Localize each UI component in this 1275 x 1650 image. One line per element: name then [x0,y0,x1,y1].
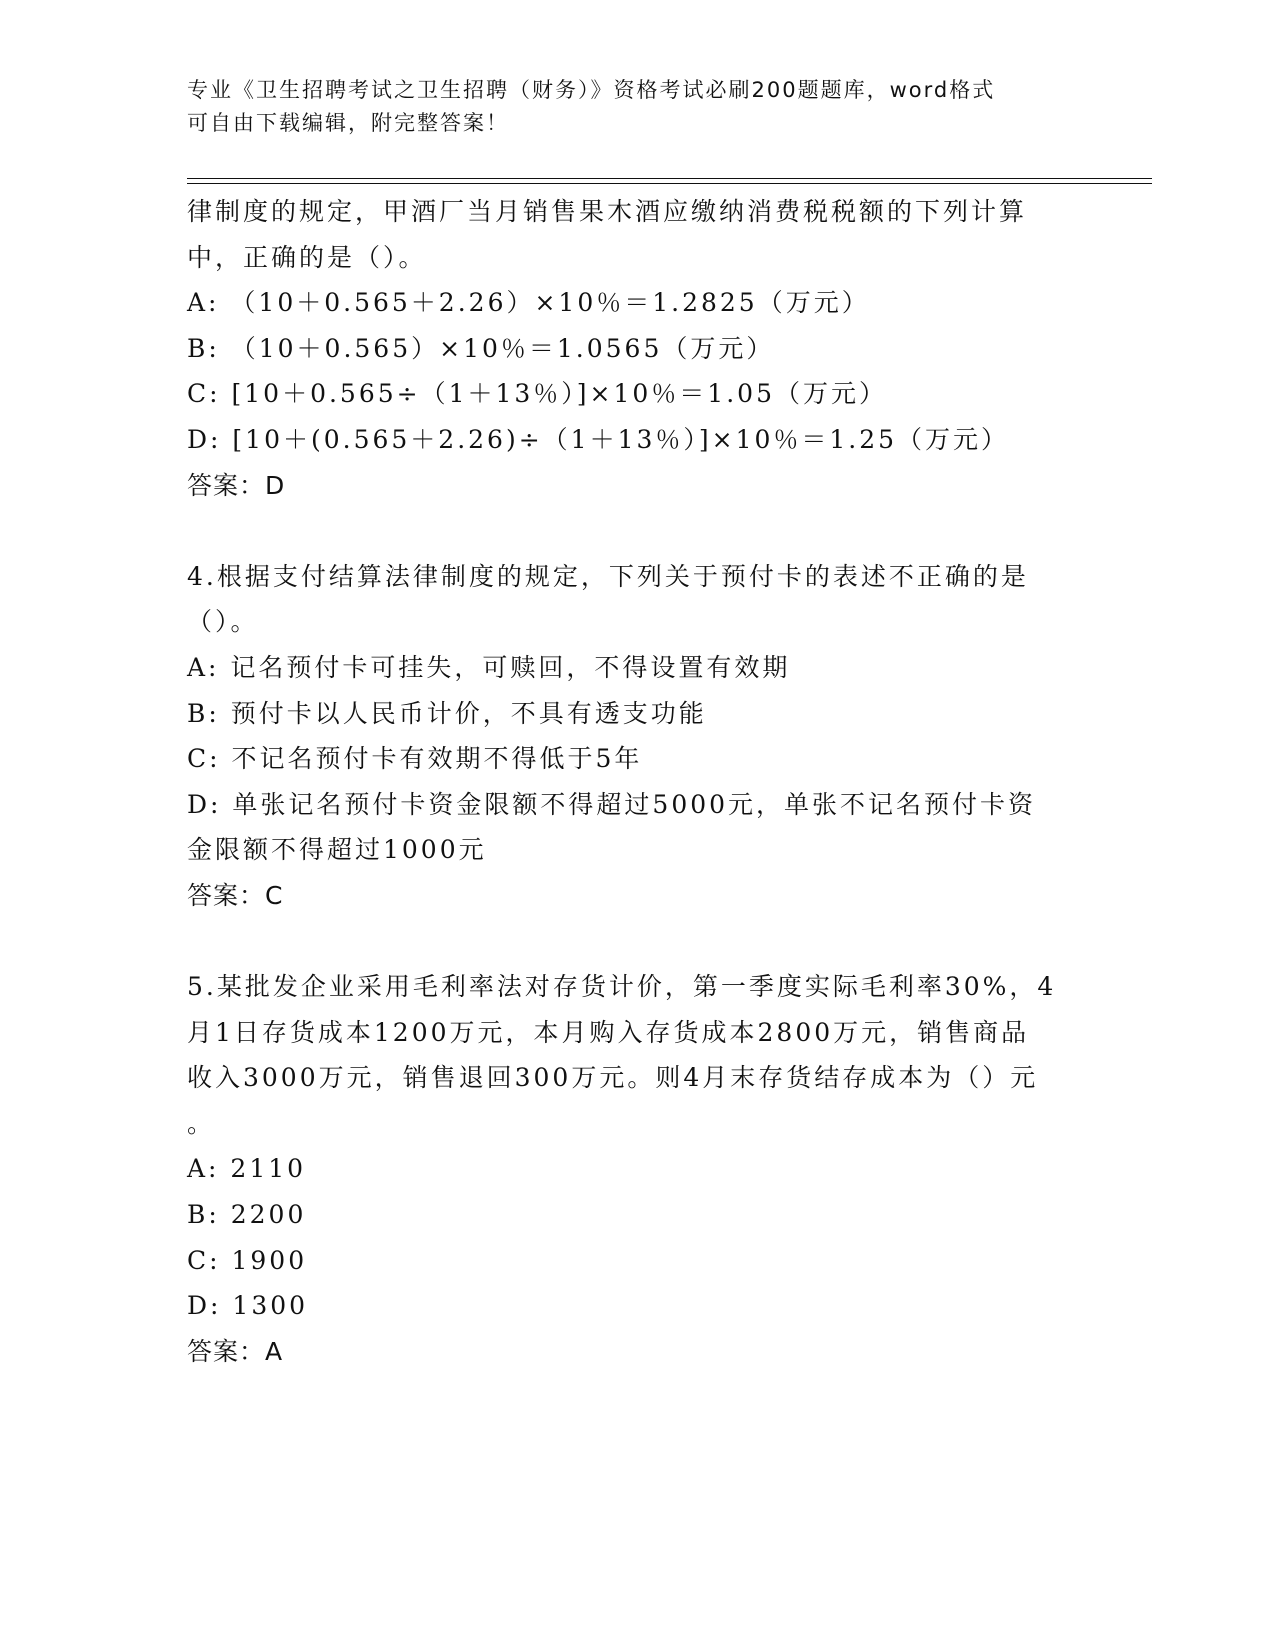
option-d: D: [10＋(0.565＋2.26)÷（1＋13％）]×10％＝1.25（万元） [187,424,1010,454]
question-stem: 。 [187,1108,216,1138]
header-line-2: 可自由下载编辑，附完整答案！ [187,111,509,135]
option-b: B: 2200 [187,1200,307,1230]
question-stem: 中，正确的是（）。 [187,242,427,272]
option-a: A: 记名预付卡可挂失，可赎回，不得设置有效期 [187,652,791,682]
answer: 答案：A [187,1336,284,1366]
option-b: B: 预付卡以人民币计价，不具有透支功能 [187,698,707,728]
question-5 [187,964,1087,1374]
question-stem: （）。 [187,607,259,637]
header-divider-top [187,178,1152,179]
spacer [187,919,1087,965]
answer: 答案：C [187,880,284,910]
question-4 [187,554,1087,919]
option-d: D: 1300 [187,1291,309,1321]
option-d-continued: 金限额不得超过1000元 [187,835,487,865]
option-c: C: 不记名预付卡有效期不得低于5年 [187,744,643,774]
option-c: C: [10＋0.565÷（1＋13％）]×10％＝1.05（万元） [187,379,887,409]
option-a: A: 2110 [187,1154,307,1184]
document-body [187,189,1087,1374]
question-stem: 4.根据支付结算法律制度的规定，下列关于预付卡的表述不正确的是 [187,561,1029,591]
spacer [187,508,1087,554]
option-d: D: 单张记名预付卡资金限额不得超过5000元，单张不记名预付卡资 [187,789,1037,819]
question-stem: 收入3000万元，销售退回300万元。则4月末存货结存成本为（）元 [187,1063,1039,1093]
question-3 [187,189,1087,508]
question-stem: 律制度的规定，甲酒厂当月销售果木酒应缴纳消费税税额的下列计算 [187,197,1028,226]
document-header [187,74,1087,140]
question-stem: 5.某批发企业采用毛利率法对存货计价，第一季度实际毛利率30%，4 [187,972,1057,1002]
question-stem: 月1日存货成本1200万元，本月购入存货成本2800万元，销售商品 [187,1017,1030,1047]
option-c: C: 1900 [187,1245,308,1275]
option-b: B: （10＋0.565）×10％＝1.0565（万元） [187,333,775,363]
header-line-1: 专业《卫生招聘考试之卫生招聘（财务）》资格考试必刷200题题库，word格式 [187,78,996,102]
option-a: A: （10＋0.565＋2.26）×10％＝1.2825（万元） [187,288,870,318]
header-divider-bottom [187,183,1152,184]
answer: 答案：D [187,470,286,500]
